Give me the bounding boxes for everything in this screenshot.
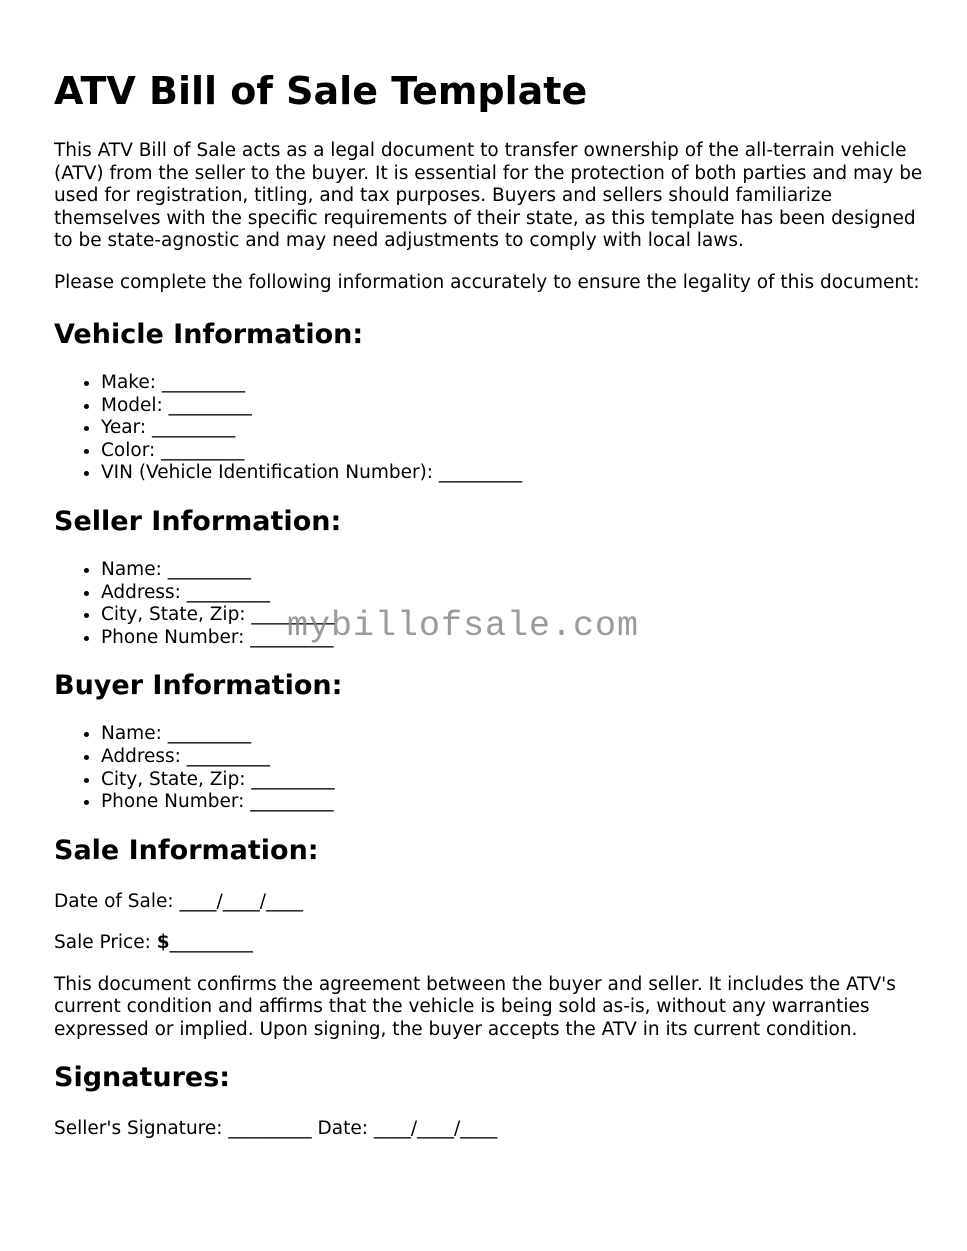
seller-section-heading: Seller Information: bbox=[54, 505, 342, 537]
sale-terms-paragraph: This document confirms the agreement between the buyer and seller. It includes the ATV's current condition and affirms that the vehicle is being sold as-is, without any warranties expressed or implied. Upon signing, the buyer accepts the ATV in its current condition. bbox=[54, 973, 896, 1040]
watermark-text: mybillofsale.com bbox=[287, 606, 640, 646]
buyer-section-heading: Buyer Information: bbox=[54, 670, 343, 702]
currency-symbol: $ bbox=[156, 932, 170, 954]
vehicle-make-item: • Make: _________ bbox=[101, 372, 934, 395]
signatures-section-heading: Signatures: bbox=[54, 1062, 231, 1094]
vehicle-info-list bbox=[54, 372, 934, 485]
sale-price-blank: _________ bbox=[169, 932, 253, 954]
sale-section-heading: Sale Information: bbox=[54, 834, 319, 866]
sale-date-line: Date of Sale: ____/____/____ bbox=[54, 890, 303, 912]
document-page bbox=[54, 0, 934, 1141]
buyer-info-list bbox=[54, 723, 934, 813]
buyer-address-item: • Address: _________ bbox=[101, 746, 934, 769]
buyer-name-item: • Name: _________ bbox=[101, 723, 934, 746]
seller-address-item: • Address: _________ bbox=[101, 582, 934, 605]
seller-signature-line: Seller's Signature: _________ Date: ____/____/____ bbox=[54, 1118, 498, 1140]
vehicle-year-item: • Year: _________ bbox=[101, 417, 934, 440]
sale-price-label: Sale Price: bbox=[54, 932, 157, 954]
buyer-city-state-zip-item: • City, State, Zip: _________ bbox=[101, 769, 934, 792]
vehicle-vin-item: • VIN (Vehicle Identification Number): _________ bbox=[101, 462, 934, 485]
seller-info-list bbox=[54, 559, 934, 649]
sale-price-line bbox=[54, 932, 934, 955]
seller-name-item: • Name: _________ bbox=[101, 559, 934, 582]
intro-paragraph: This ATV Bill of Sale acts as a legal document to transfer ownership of the all-terrain vehicle (ATV) from the seller to the buyer. It is essential for the protection of both parties and may be used for registration, titling, and tax purposes. Buyers and sellers should familiarize themselves with the specific requirements of their state, as this template has been designed to be state-agnostic and may need adjustments to comply with local laws. bbox=[54, 140, 923, 251]
instructions-paragraph: Please complete the following information accurately to ensure the legality of this document: bbox=[54, 271, 920, 293]
seller-phone-item: • Phone Number: _________ bbox=[101, 627, 934, 650]
vehicle-model-item: • Model: _________ bbox=[101, 395, 934, 418]
page-title: ATV Bill of Sale Template bbox=[54, 69, 588, 113]
vehicle-section-heading: Vehicle Information: bbox=[54, 319, 364, 350]
seller-city-state-zip-item: • City, State, Zip: _________ bbox=[101, 604, 934, 627]
buyer-phone-item: • Phone Number: _________ bbox=[101, 791, 934, 814]
vehicle-color-item: • Color: _________ bbox=[101, 440, 934, 463]
